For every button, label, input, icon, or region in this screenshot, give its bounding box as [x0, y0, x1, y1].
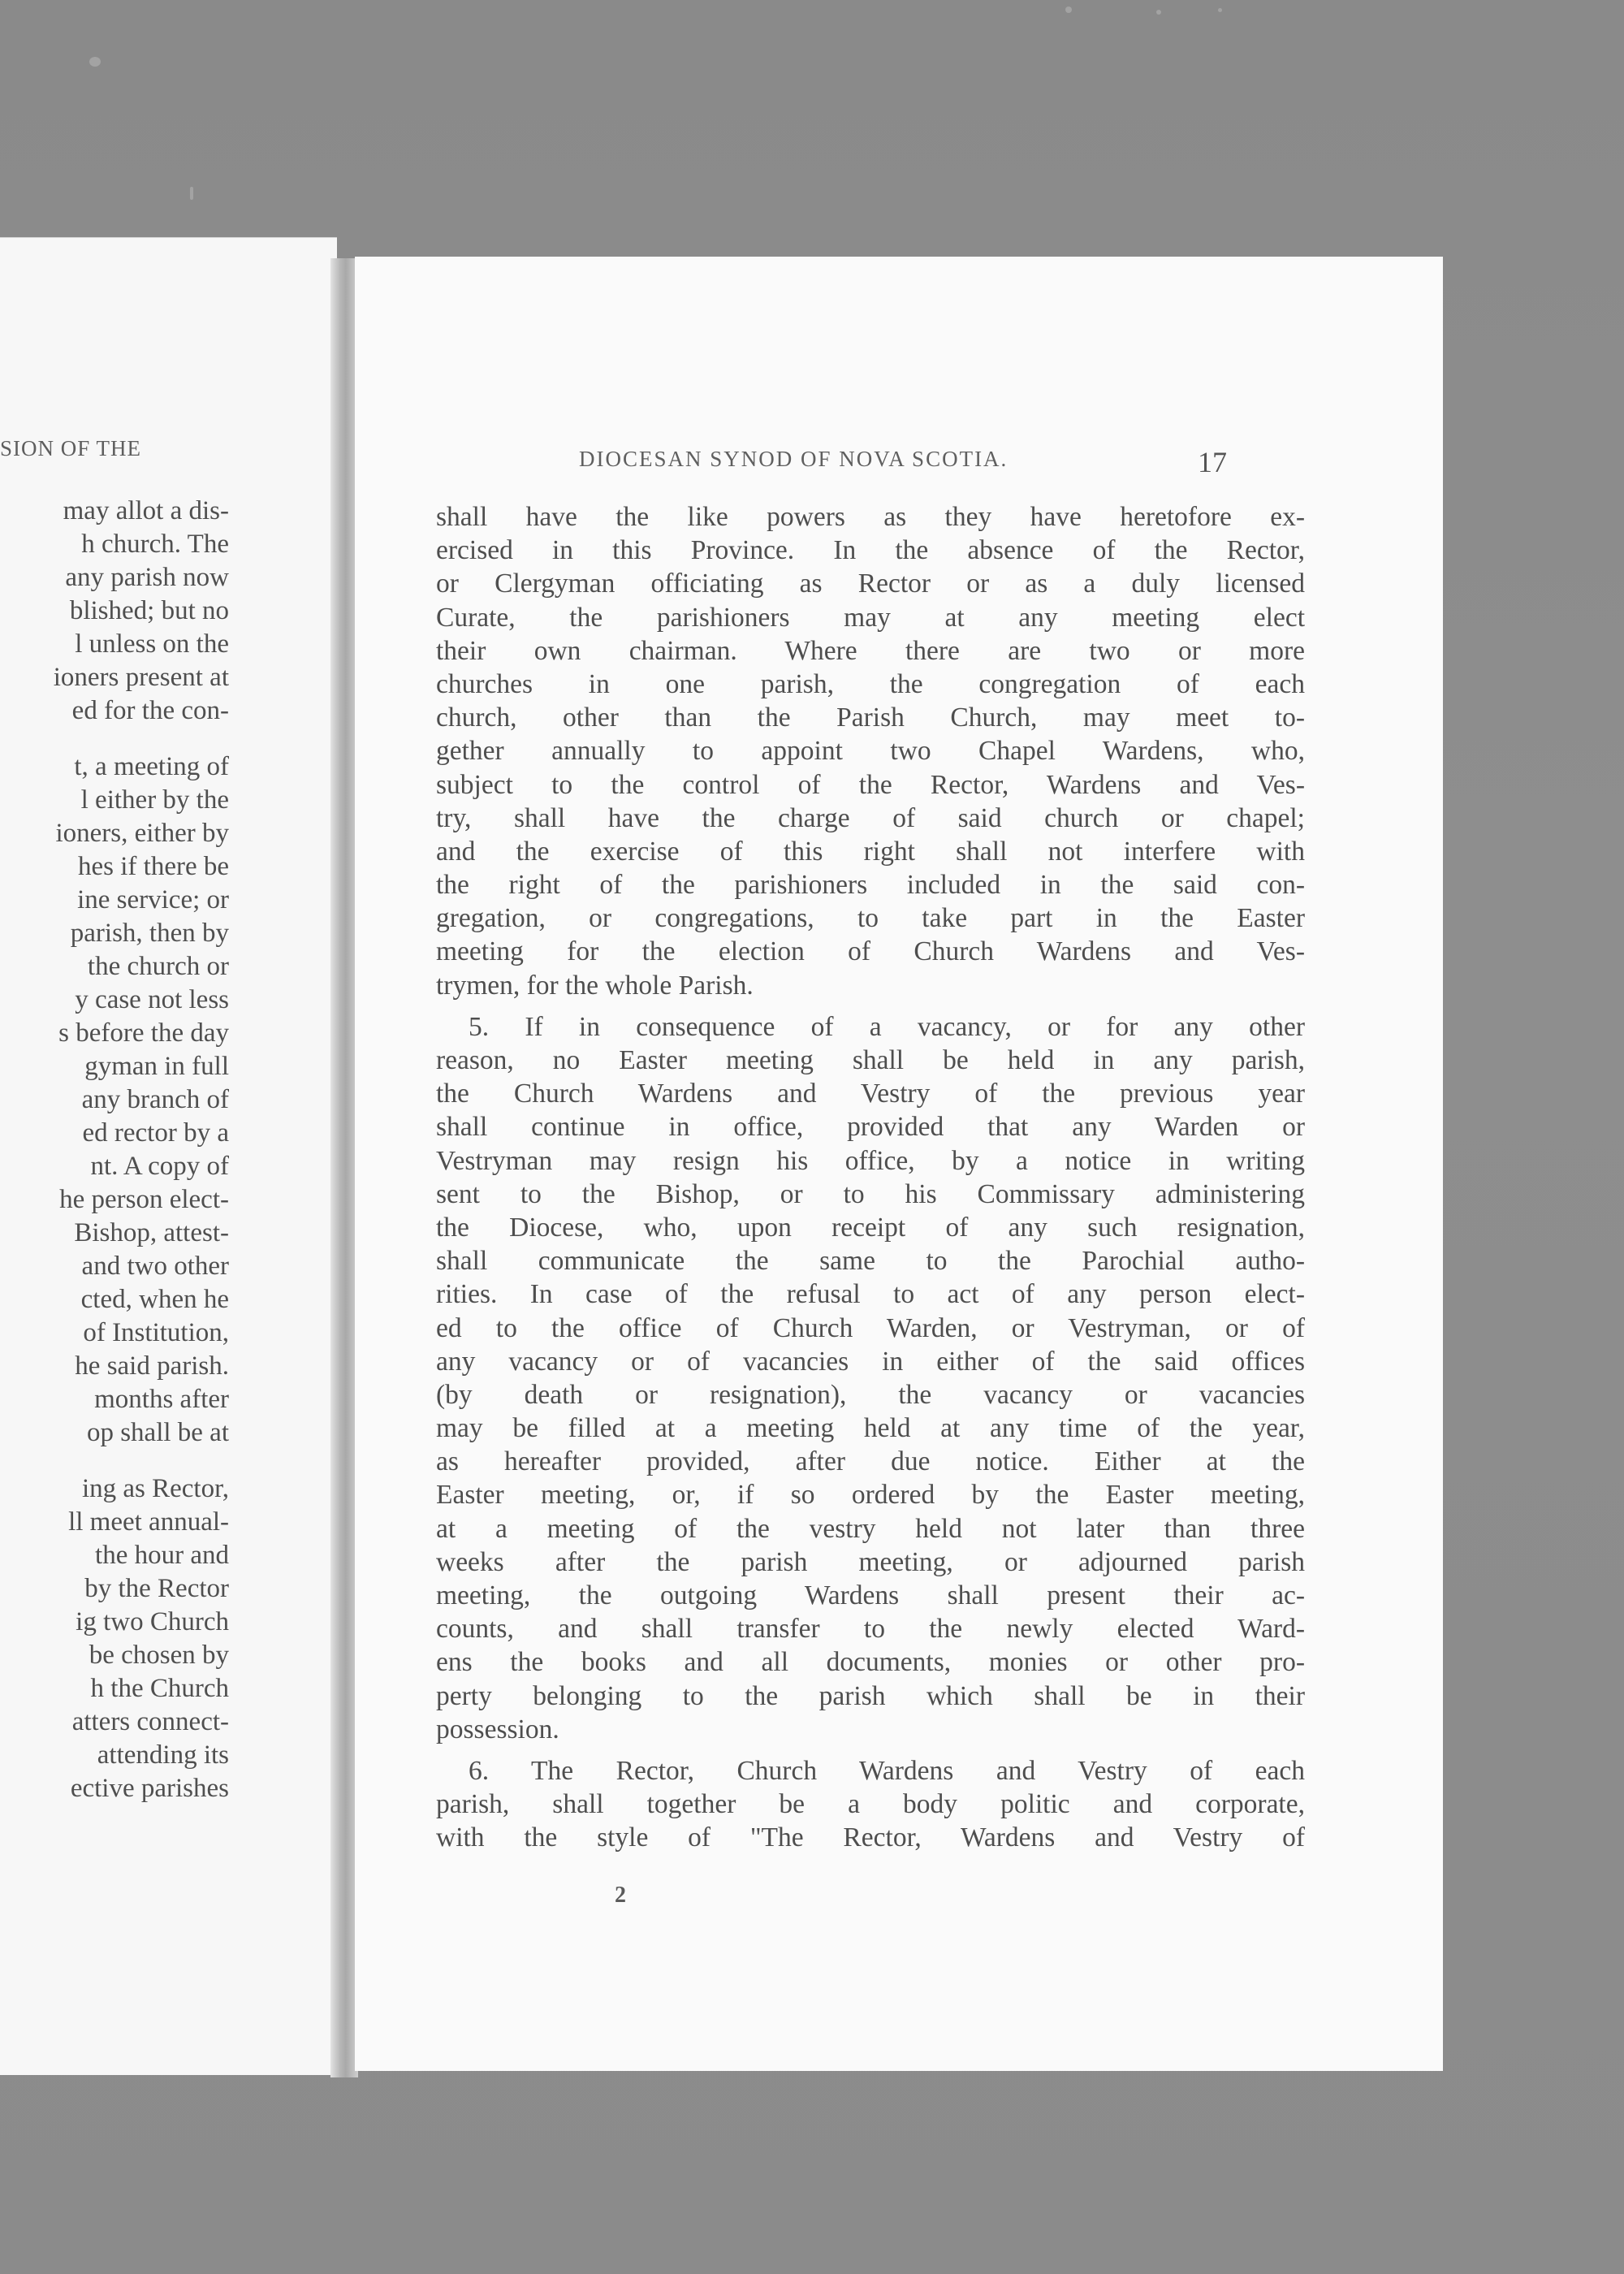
body-text-line: the right of the parishioners included in the said con-: [436, 870, 1305, 901]
left-text-line: attending its: [97, 1740, 229, 1770]
body-text-line: ens the books and all documents, monies or other pro-: [436, 1647, 1305, 1678]
left-text-line: h the Church: [90, 1674, 229, 1703]
left-text-line: months after: [94, 1385, 229, 1414]
body-text-line: and the exercise of this right shall not interfere with: [436, 836, 1305, 867]
body-text-line: ercised in this Province. In the absence of the Rector,: [436, 535, 1305, 566]
right-page: [355, 257, 1443, 2071]
body-text-line: Easter meeting, or, if so ordered by the Easter meeting,: [436, 1480, 1305, 1511]
left-text-line: t, a meeting of: [74, 752, 229, 781]
dust-speck: [89, 57, 101, 67]
body-text-line: at a meeting of the vestry held not later than three: [436, 1513, 1305, 1544]
body-text-line: trymen, for the whole Parish.: [436, 970, 754, 1001]
left-text-line: s before the day: [58, 1018, 229, 1048]
body-text-line: may be filled at a meeting held at any time of the year,: [436, 1413, 1305, 1444]
body-text-line: with the style of "The Rector, Wardens and Vestry of: [436, 1822, 1305, 1853]
body-text: [436, 500, 1305, 1855]
left-text-line: any branch of: [81, 1085, 229, 1114]
running-head: DIOCESAN SYNOD OF NOVA SCOTIA.: [579, 447, 1009, 471]
body-text-line: Curate, the parishioners may at any meeting elect: [436, 602, 1305, 633]
body-text-line: church, other than the Parish Church, may meet to-: [436, 703, 1305, 733]
left-text-line: ll meet annual-: [68, 1507, 229, 1537]
left-text-line: l either by the: [80, 785, 229, 815]
body-text-line: counts, and shall transfer to the newly elected Ward-: [436, 1614, 1305, 1645]
body-text-line: possession.: [436, 1714, 559, 1744]
body-text-line: shall have the like powers as they have heretofore ex-: [436, 502, 1305, 532]
left-text-line: any parish now: [65, 563, 229, 592]
body-text-line: shall continue in office, provided that any Warden or: [436, 1112, 1305, 1143]
page-number: 17: [1198, 446, 1227, 478]
left-text-line: be chosen by: [89, 1641, 229, 1670]
body-text-line: their own chairman. Where there are two or more: [436, 635, 1305, 666]
left-text-line: Bishop, attest-: [74, 1218, 229, 1247]
body-text-line: or Clergyman officiating as Rector or as a duly licensed: [436, 568, 1305, 599]
dust-speck: [1065, 6, 1072, 13]
left-text-line: hes if there be: [78, 852, 229, 881]
body-text-line: meeting, the outgoing Wardens shall present their ac-: [436, 1580, 1305, 1610]
left-text-line: cted, when he: [80, 1285, 229, 1314]
body-text-line: as hereafter provided, after due notice. Either at the: [436, 1446, 1305, 1477]
left-text-line: ing as Rector,: [81, 1474, 229, 1503]
left-running-head: SION OF THE: [0, 436, 142, 460]
left-text-line: he said parish.: [75, 1351, 229, 1381]
paragraph-gap: [0, 1450, 229, 1472]
left-text-line: he person elect-: [59, 1185, 229, 1214]
body-text-line: any vacancy or of vacancies in either of the said offices: [436, 1346, 1305, 1377]
signature-mark: 2: [615, 1883, 626, 1908]
left-text-line: may allot a dis-: [63, 496, 229, 525]
left-text-line: l unless on the: [75, 629, 229, 659]
body-text-line: Vestryman may resign his office, by a notice in writing: [436, 1145, 1305, 1176]
body-text-line: try, shall have the charge of said church or chapel;: [436, 802, 1305, 833]
left-text-line: ioners, either by: [55, 819, 229, 848]
book-gutter: [330, 258, 358, 2077]
left-text-line: gyman in full: [84, 1052, 229, 1081]
left-page-text: [0, 495, 229, 1805]
paragraph-gap: [436, 1002, 1305, 1010]
body-text-line: the Diocese, who, upon receipt of any such resignation,: [436, 1212, 1305, 1243]
body-text-line: 6. The Rector, Church Wardens and Vestry of each: [469, 1755, 1305, 1786]
left-text-line: and two other: [81, 1252, 229, 1281]
left-text-line: ioners present at: [53, 663, 229, 692]
dust-speck: [1156, 10, 1161, 15]
body-text-line: shall communicate the same to the Parochial autho-: [436, 1246, 1305, 1277]
body-text-line: the Church Wardens and Vestry of the previous year: [436, 1079, 1305, 1109]
body-text-line: (by death or resignation), the vacancy or vacancies: [436, 1379, 1305, 1410]
body-text-line: 5. If in consequence of a vacancy, or for any other: [469, 1011, 1305, 1042]
left-text-line: nt. A copy of: [90, 1152, 229, 1181]
left-text-line: of Institution,: [83, 1318, 229, 1347]
left-text-line: parish, then by: [70, 919, 229, 948]
left-text-line: h church. The: [81, 530, 229, 559]
dust-speck: [190, 187, 193, 200]
left-text-line: ig two Church: [76, 1607, 229, 1636]
paragraph-gap: [436, 1746, 1305, 1754]
left-text-line: the hour and: [95, 1541, 229, 1570]
left-page: [0, 237, 337, 2075]
left-text-line: the church or: [87, 952, 229, 981]
paragraph-gap: [0, 728, 229, 750]
body-text-line: sent to the Bishop, or to his Commissary administering: [436, 1178, 1305, 1209]
body-text-line: meeting for the election of Church Wardens and Ves-: [436, 936, 1305, 967]
left-text-line: y case not less: [75, 985, 229, 1014]
body-text-line: churches in one parish, the congregation of each: [436, 668, 1305, 699]
left-text-line: op shall be at: [86, 1418, 229, 1447]
left-text-line: ine service; or: [77, 885, 229, 914]
body-text-line: gether annually to appoint two Chapel Wardens, who,: [436, 736, 1305, 767]
body-text-line: perty belonging to the parish which shall be in their: [436, 1680, 1305, 1711]
left-text-line: ective parishes: [70, 1774, 229, 1803]
body-text-line: rities. In case of the refusal to act of any person elect-: [436, 1279, 1305, 1310]
body-text-line: gregation, or congregations, to take part in the Easter: [436, 903, 1305, 934]
left-text-line: atters connect-: [71, 1707, 229, 1736]
dust-speck: [1218, 8, 1222, 12]
body-text-line: subject to the control of the Rector, Wardens and Ves-: [436, 769, 1305, 800]
body-text-line: parish, shall together be a body politic and corporate,: [436, 1789, 1305, 1820]
left-text-line: ed rector by a: [82, 1118, 229, 1148]
left-text-line: blished; but no: [69, 596, 229, 625]
body-text-line: ed to the office of Church Warden, or Vestryman, or of: [436, 1312, 1305, 1343]
body-text-line: weeks after the parish meeting, or adjourned parish: [436, 1546, 1305, 1577]
left-text-line: by the Rector: [84, 1574, 229, 1603]
left-text-line: ed for the con-: [71, 696, 229, 725]
body-text-line: reason, no Easter meeting shall be held in any parish,: [436, 1045, 1305, 1075]
